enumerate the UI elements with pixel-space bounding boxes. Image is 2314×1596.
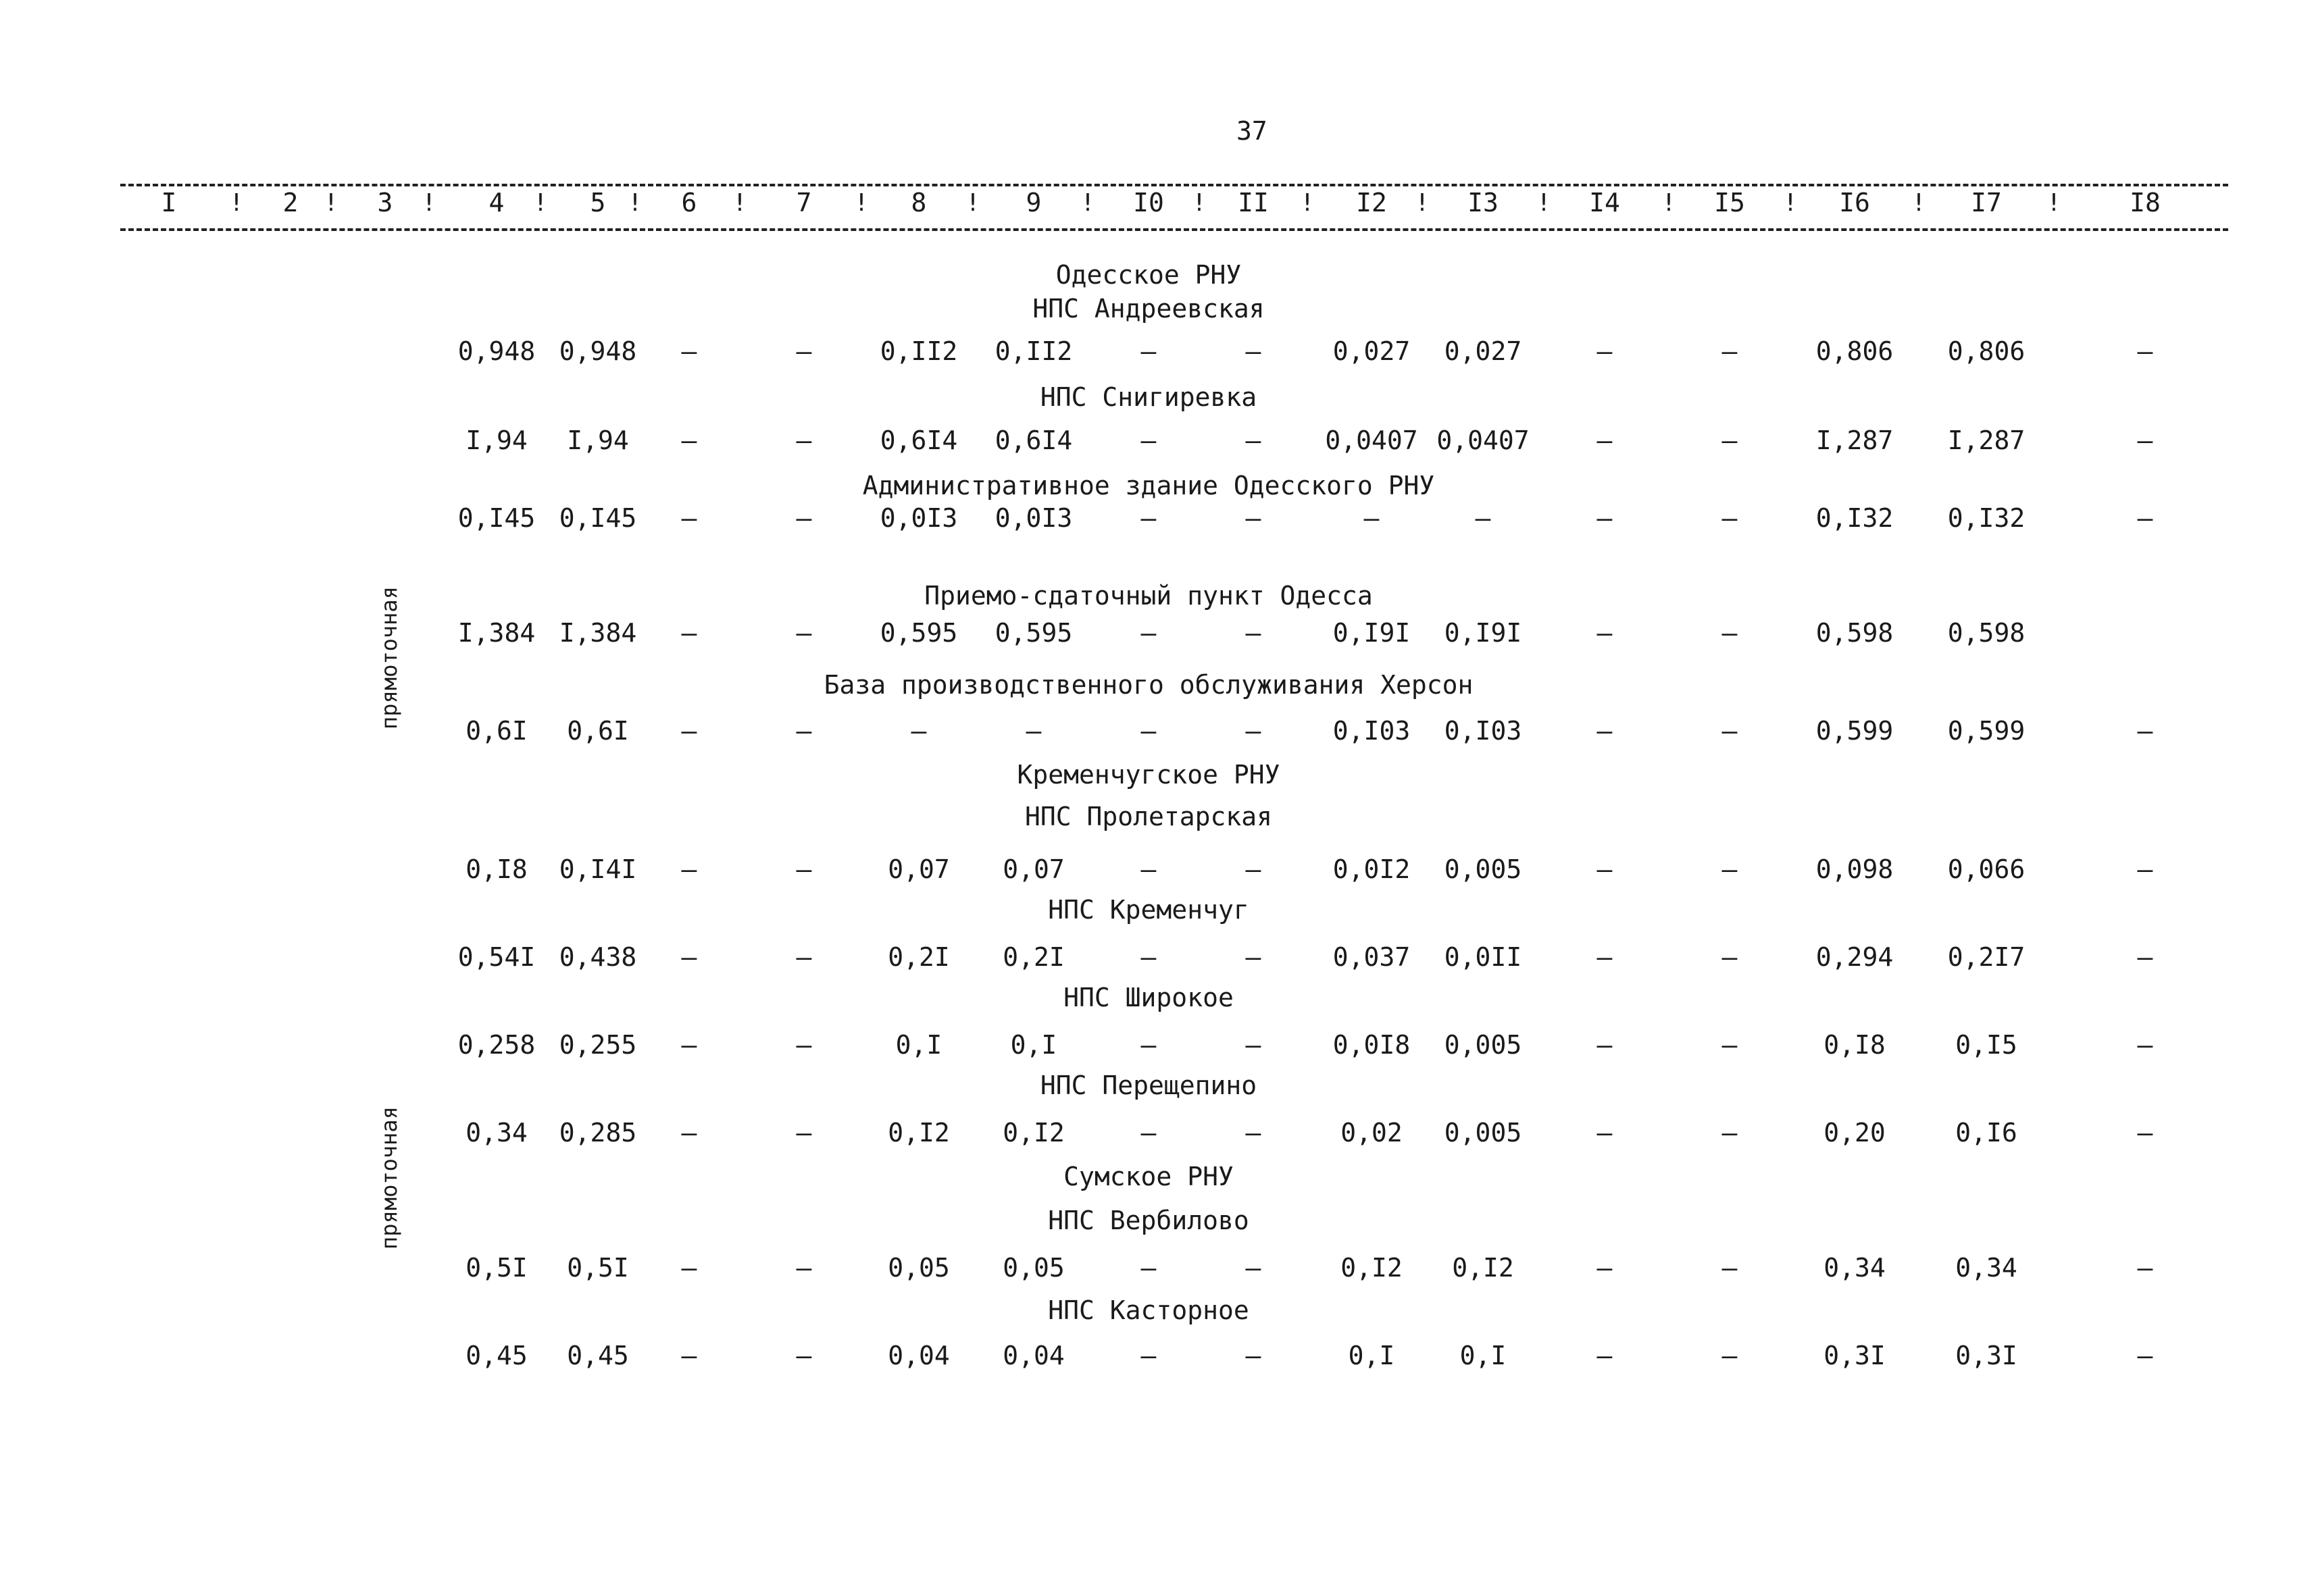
table-cell: 0,005: [1444, 1118, 1522, 1148]
side-label-upper: прямоточная: [376, 586, 402, 729]
table-cell: 0,438: [559, 942, 637, 972]
table-cell: 0,34: [1955, 1253, 2017, 1283]
table-cell: 0,05: [1003, 1253, 1065, 1283]
table-cell: 0,6I4: [880, 426, 958, 455]
table-cell: 0,598: [1815, 618, 1894, 648]
table-cell: 0,02: [1340, 1118, 1403, 1148]
table-cell: 0,255: [559, 1030, 637, 1060]
table-cell: –: [1721, 426, 1738, 455]
column-separator: !: [422, 189, 436, 217]
table-cell: 0,5I: [466, 1253, 528, 1283]
table-cell: –: [1245, 618, 1261, 648]
table-cell: –: [1245, 1118, 1261, 1148]
table-cell: 0,I45: [559, 503, 637, 533]
table-cell: –: [1140, 1030, 1157, 1060]
table-cell: 0,806: [1947, 336, 2026, 366]
section-heading: НПС Кременчуг: [1048, 895, 1249, 925]
section-heading: НПС Широкое: [1063, 983, 1234, 1012]
table-cell: –: [2137, 336, 2153, 366]
table-cell: –: [681, 1341, 697, 1370]
column-header-10: I0: [1133, 188, 1164, 217]
column-separator: !: [533, 189, 548, 217]
table-cell: 0,6I4: [995, 426, 1073, 455]
table-cell: 0,I6: [1955, 1118, 2017, 1148]
table-cell: –: [1721, 854, 1738, 884]
table-cell: –: [1596, 942, 1613, 972]
table-cell: 0,3I: [1955, 1341, 2017, 1370]
table-cell: –: [1245, 716, 1261, 746]
table-cell: 0,0I8: [1332, 1030, 1411, 1060]
table-cell: –: [1245, 336, 1261, 366]
column-header-9: 9: [1026, 188, 1042, 217]
table-cell: 0,I03: [1444, 716, 1522, 746]
table-cell: 0,948: [559, 336, 637, 366]
table-cell: 0,595: [880, 618, 958, 648]
section-heading: Кременчугское РНУ: [1017, 760, 1280, 790]
table-cell: –: [911, 716, 927, 746]
table-cell: –: [796, 716, 812, 746]
table-cell: –: [1140, 336, 1157, 366]
column-separator: !: [1192, 189, 1207, 217]
column-header-11: II: [1238, 188, 1269, 217]
table-cell: 0,04: [1003, 1341, 1065, 1370]
table-cell: 0,595: [995, 618, 1073, 648]
table-cell: 0,05: [888, 1253, 950, 1283]
column-separator: !: [965, 189, 980, 217]
column-header-7: 7: [796, 188, 812, 217]
table-cell: –: [796, 1118, 812, 1148]
table-cell: 0,027: [1444, 336, 1522, 366]
section-heading: База производственного обслуживания Херсон: [824, 670, 1474, 700]
section-heading: НПС Касторное: [1048, 1295, 1249, 1325]
section-heading: НПС Перещепино: [1040, 1071, 1257, 1100]
table-cell: 0,027: [1332, 336, 1411, 366]
column-header-15: I5: [1714, 188, 1745, 217]
table-cell: –: [1475, 503, 1491, 533]
table-cell: –: [681, 716, 697, 746]
table-cell: –: [2137, 716, 2153, 746]
table-cell: –: [1245, 426, 1261, 455]
table-cell: 0,45: [567, 1341, 629, 1370]
table-cell: –: [1140, 854, 1157, 884]
table-cell: I,384: [457, 618, 536, 648]
table-cell: 0,0407: [1325, 426, 1418, 455]
table-cell: 0,I32: [1947, 503, 2026, 533]
table-cell: 0,0I3: [995, 503, 1073, 533]
column-header-14: I4: [1589, 188, 1620, 217]
section-heading: НПС Снигиревка: [1040, 382, 1257, 412]
table-cell: –: [1721, 618, 1738, 648]
table-cell: 0,54I: [457, 942, 536, 972]
section-heading: НПС Андреевская: [1032, 294, 1265, 324]
table-cell: –: [796, 426, 812, 455]
table-cell: –: [796, 503, 812, 533]
table-cell: –: [1596, 503, 1613, 533]
section-heading: Одесское РНУ: [1055, 260, 1242, 290]
table-cell: 0,598: [1947, 618, 2026, 648]
table-cell: –: [681, 942, 697, 972]
column-separator: !: [1415, 189, 1430, 217]
table-cell: 0,07: [1003, 854, 1065, 884]
table-cell: 0,II2: [995, 336, 1073, 366]
table-cell: 0,098: [1815, 854, 1894, 884]
table-cell: 0,I03: [1332, 716, 1411, 746]
table-cell: –: [1245, 1341, 1261, 1370]
table-cell: 0,6I: [567, 716, 629, 746]
table-cell: 0,I: [1348, 1341, 1395, 1370]
table-cell: –: [681, 618, 697, 648]
table-cell: –: [1596, 426, 1613, 455]
table-cell: –: [1721, 1030, 1738, 1060]
section-heading: НПС Вербилово: [1048, 1206, 1249, 1235]
table-cell: –: [796, 1253, 812, 1283]
column-header-18: I8: [2130, 188, 2161, 217]
section-heading: Административное здание Одесского РНУ: [862, 471, 1435, 500]
table-cell: –: [681, 1253, 697, 1283]
table-cell: I,94: [567, 426, 629, 455]
column-separator: !: [1911, 189, 1926, 217]
table-cell: –: [1140, 1341, 1157, 1370]
table-cell: 0,0I3: [880, 503, 958, 533]
section-heading: НПС Пролетарская: [1024, 802, 1273, 831]
table-cell: –: [1721, 1341, 1738, 1370]
table-cell: 0,5I: [567, 1253, 629, 1283]
table-cell: 0,II2: [880, 336, 958, 366]
table-cell: –: [2137, 1118, 2153, 1148]
table-cell: 0,005: [1444, 1030, 1522, 1060]
table-cell: 0,I8: [1823, 1030, 1886, 1060]
table-cell: –: [1140, 618, 1157, 648]
table-cell: –: [681, 1030, 697, 1060]
table-cell: 0,6I: [466, 716, 528, 746]
table-cell: I,384: [559, 618, 637, 648]
table-cell: 0,599: [1947, 716, 2026, 746]
column-separator: !: [732, 189, 747, 217]
table-cell: 0,2I: [888, 942, 950, 972]
table-cell: 0,34: [1823, 1253, 1886, 1283]
table-cell: 0,I45: [457, 503, 536, 533]
table-cell: 0,I32: [1815, 503, 1894, 533]
table-cell: I,287: [1947, 426, 2026, 455]
table-cell: –: [1596, 716, 1613, 746]
page-number: 37: [1236, 116, 1267, 146]
table-cell: –: [2137, 503, 2153, 533]
table-cell: –: [1245, 1030, 1261, 1060]
table-cell: 0,806: [1815, 336, 1894, 366]
table-cell: 0,I8: [466, 854, 528, 884]
table-cell: 0,0I2: [1332, 854, 1411, 884]
table-cell: 0,285: [559, 1118, 637, 1148]
table-cell: 0,2I: [1003, 942, 1065, 972]
table-cell: 0,037: [1332, 942, 1411, 972]
column-separator: !: [2046, 189, 2061, 217]
table-cell: 0,20: [1823, 1118, 1886, 1148]
column-header-5: 5: [590, 188, 606, 217]
table-cell: –: [681, 503, 697, 533]
table-cell: –: [1596, 854, 1613, 884]
table-cell: –: [1245, 942, 1261, 972]
table-cell: –: [1140, 503, 1157, 533]
table-cell: 0,I: [1459, 1341, 1507, 1370]
table-cell: –: [1596, 1253, 1613, 1283]
column-separator: !: [1536, 189, 1551, 217]
column-header-3: 3: [377, 188, 393, 217]
table-cell: –: [2137, 426, 2153, 455]
table-cell: –: [2137, 1341, 2153, 1370]
table-cell: 0,I2: [888, 1118, 950, 1148]
table-cell: –: [796, 336, 812, 366]
section-heading: Сумское РНУ: [1063, 1162, 1234, 1191]
table-cell: –: [681, 1118, 697, 1148]
table-cell: –: [1721, 336, 1738, 366]
column-separator: !: [628, 189, 643, 217]
table-cell: 0,005: [1444, 854, 1522, 884]
table-cell: 0,I2: [1003, 1118, 1065, 1148]
table-cell: 0,0407: [1436, 426, 1530, 455]
column-header-4: 4: [488, 188, 505, 217]
table-cell: –: [1245, 1253, 1261, 1283]
table-cell: 0,I5: [1955, 1030, 2017, 1060]
table-cell: 0,258: [457, 1030, 536, 1060]
column-separator: !: [854, 189, 869, 217]
table-cell: –: [681, 336, 697, 366]
table-cell: 0,294: [1815, 942, 1894, 972]
table-cell: 0,599: [1815, 716, 1894, 746]
table-cell: –: [1596, 1118, 1613, 1148]
table-cell: –: [1721, 716, 1738, 746]
column-separator: !: [1661, 189, 1676, 217]
column-header-13: I3: [1467, 188, 1499, 217]
table-cell: –: [1596, 1030, 1613, 1060]
table-cell: –: [1245, 503, 1261, 533]
table-cell: –: [1363, 503, 1380, 533]
table-cell: –: [2137, 942, 2153, 972]
table-cell: 0,I2: [1340, 1253, 1403, 1283]
table-cell: 0,04: [888, 1341, 950, 1370]
table-cell: –: [1026, 716, 1042, 746]
table-cell: 0,3I: [1823, 1341, 1886, 1370]
side-label-lower: прямоточная: [376, 1106, 402, 1250]
table-cell: –: [796, 1030, 812, 1060]
column-separator: !: [229, 189, 244, 217]
column-separator: !: [1080, 189, 1095, 217]
table-cell: –: [1596, 1341, 1613, 1370]
table-cell: 0,34: [466, 1118, 528, 1148]
table-cell: –: [1721, 1253, 1738, 1283]
table-cell: 0,45: [466, 1341, 528, 1370]
column-separator: !: [324, 189, 338, 217]
column-header-12: I2: [1356, 188, 1387, 217]
table-cell: –: [1596, 336, 1613, 366]
column-separator: !: [1300, 189, 1315, 217]
section-heading: Приемо-сдаточный пункт Одесса: [924, 581, 1373, 611]
table-cell: –: [681, 426, 697, 455]
column-header-17: I7: [1971, 188, 2002, 217]
table-cell: –: [796, 1341, 812, 1370]
table-cell: –: [681, 854, 697, 884]
table-cell: I,287: [1815, 426, 1894, 455]
table-cell: –: [1245, 854, 1261, 884]
table-cell: 0,I: [1010, 1030, 1057, 1060]
table-cell: –: [1140, 1118, 1157, 1148]
table-cell: –: [2137, 854, 2153, 884]
table-cell: 0,948: [457, 336, 536, 366]
table-cell: –: [796, 942, 812, 972]
table-cell: 0,I9I: [1444, 618, 1522, 648]
column-header-6: 6: [681, 188, 697, 217]
column-header-16: I6: [1839, 188, 1870, 217]
table-cell: 0,07: [888, 854, 950, 884]
table-cell: –: [1140, 716, 1157, 746]
column-header-8: 8: [911, 188, 927, 217]
table-cell: 0,2I7: [1947, 942, 2026, 972]
table-cell: I,94: [466, 426, 528, 455]
column-header-2: 2: [282, 188, 299, 217]
table-cell: 0,066: [1947, 854, 2026, 884]
table-cell: –: [1140, 942, 1157, 972]
table-cell: 0,0II: [1444, 942, 1522, 972]
table-cell: –: [1721, 1118, 1738, 1148]
table-cell: –: [2137, 1030, 2153, 1060]
table-cell: –: [1596, 618, 1613, 648]
column-separator: !: [1783, 189, 1798, 217]
table-cell: –: [796, 854, 812, 884]
table-cell: 0,I2: [1452, 1253, 1514, 1283]
table-cell: 0,I: [895, 1030, 942, 1060]
table-cell: –: [1721, 503, 1738, 533]
table-cell: –: [1721, 942, 1738, 972]
table-cell: 0,I4I: [559, 854, 637, 884]
table-cell: 0,I9I: [1332, 618, 1411, 648]
table-cell: –: [796, 618, 812, 648]
table-cell: –: [1140, 426, 1157, 455]
table-cell: –: [2137, 1253, 2153, 1283]
table-cell: –: [1140, 1253, 1157, 1283]
column-header-1: I: [161, 188, 177, 217]
